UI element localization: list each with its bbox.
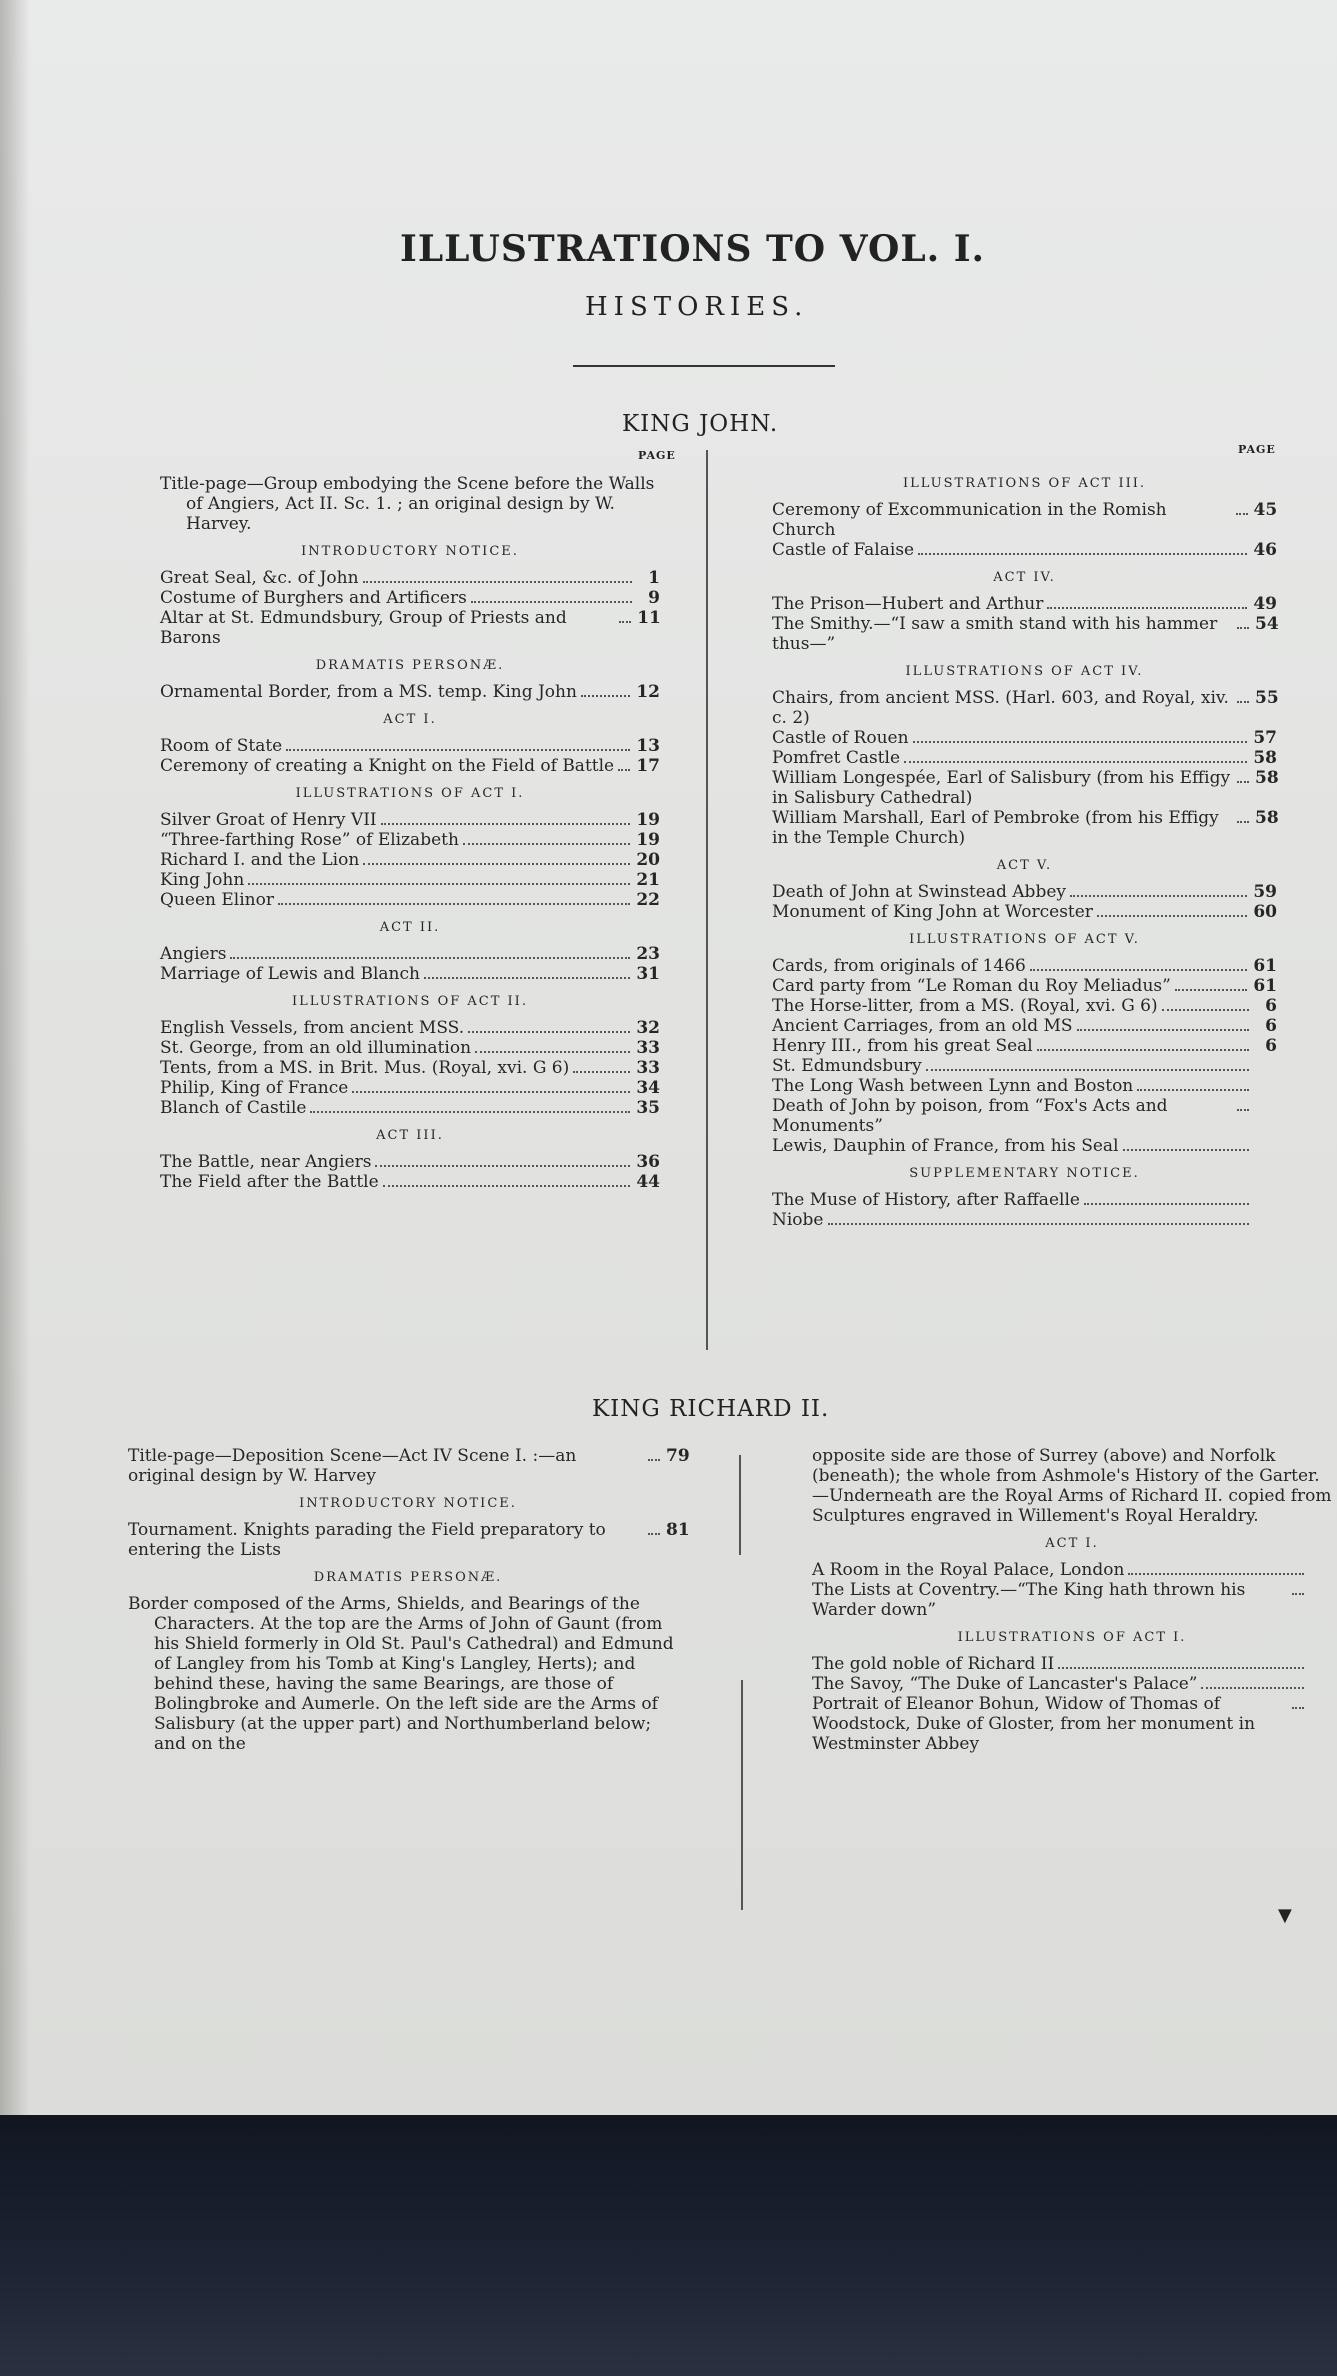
leader-dots: [1070, 895, 1247, 897]
king-richard-right-column: [812, 1446, 1332, 1754]
toc-entry: [160, 850, 660, 870]
subsection-heading: DRAMATIS PERSONÆ.: [313, 1570, 503, 1585]
toc-entry: [160, 682, 660, 702]
toc-entry-page: 61: [1253, 956, 1277, 976]
toc-entry-title: Castle of Falaise: [772, 540, 915, 560]
toc-entry: [160, 964, 660, 984]
toc-entry-page: 58: [1255, 808, 1279, 828]
leader-dots: [248, 883, 630, 885]
toc-entry: [772, 728, 1277, 748]
leader-dots: [1237, 781, 1249, 783]
king-john-left-column: [160, 474, 660, 1192]
toc-entry: [772, 614, 1277, 654]
toc-entry-title: Marriage of Lewis and Blanch: [160, 964, 420, 984]
leader-dots: [381, 823, 631, 825]
toc-entry-title: Ceremony of creating a Knight on the Field of Battle: [160, 756, 615, 776]
toc-entry-page: 49: [1253, 594, 1277, 614]
toc-entry-page: 19: [636, 830, 660, 850]
toc-entry-title: The Field after the Battle: [160, 1172, 379, 1192]
toc-entry: [160, 1058, 660, 1078]
toc-entry-title: The Battle, near Angiers: [160, 1152, 372, 1172]
leader-dots: [618, 769, 630, 771]
toc-entry: [160, 1098, 660, 1118]
leader-dots: [1137, 1089, 1249, 1091]
toc-entry: [772, 1036, 1277, 1056]
leader-dots: [1237, 701, 1249, 703]
toc-entry: [772, 996, 1277, 1016]
toc-entry-page: 34: [636, 1078, 660, 1098]
toc-entry: [160, 608, 660, 648]
toc-entry: [772, 1016, 1277, 1036]
leader-dots: [1030, 969, 1248, 971]
toc-entry-title: The gold noble of Richard II: [812, 1654, 1055, 1674]
leader-dots: [471, 601, 632, 603]
leader-dots: [1097, 915, 1247, 917]
toc-entry-page: 6: [1265, 996, 1277, 1016]
subsection-heading: ILLUSTRATIONS OF ACT V.: [909, 932, 1140, 947]
toc-entry: [160, 1038, 660, 1058]
leader-dots: [619, 621, 631, 623]
toc-entry-title: Room of State: [160, 736, 283, 756]
toc-entry-title: Ceremony of Excommunication in the Romish Church: [772, 500, 1173, 540]
leader-dots: [352, 1091, 630, 1093]
toc-entry-title: Ancient Carriages, from an old MS: [772, 1016, 1073, 1036]
toc-entry: [160, 756, 660, 776]
toc-entry-title: Pomfret Castle: [772, 748, 901, 768]
toc-entry-page: 11: [637, 608, 661, 628]
toc-entry: [160, 810, 660, 830]
toc-entry-page: 58: [1255, 768, 1279, 788]
toc-entry-title: Angiers: [160, 944, 227, 964]
toc-entry-page: 46: [1253, 540, 1277, 560]
toc-entry: [812, 1694, 1332, 1754]
leader-dots: [363, 581, 632, 583]
toc-entry-page: 54: [1255, 614, 1279, 634]
toc-entry-title: Blanch of Castile: [160, 1098, 307, 1118]
toc-entry: [812, 1580, 1332, 1620]
leader-dots: [424, 977, 630, 979]
leader-dots: [1292, 1593, 1304, 1595]
toc-entry: [160, 1152, 660, 1172]
toc-entry-title: Monument of King John at Worcester: [772, 902, 1093, 922]
subsection-heading: ILLUSTRATIONS OF ACT III.: [902, 476, 1147, 491]
toc-entry-title: St. George, from an old illumination: [160, 1038, 472, 1058]
leader-dots: [286, 749, 630, 751]
leader-dots: [1047, 607, 1247, 609]
leader-dots: [1237, 1109, 1249, 1111]
leader-dots: [383, 1185, 631, 1187]
toc-entry-page: 35: [636, 1098, 660, 1118]
leader-dots: [648, 1459, 660, 1461]
toc-entry: [772, 768, 1277, 808]
toc-entry-page: 58: [1253, 748, 1277, 768]
toc-entry: [160, 568, 660, 588]
subsection-heading: ACT V.: [996, 858, 1053, 873]
toc-entry: [772, 808, 1277, 848]
leader-dots: [363, 863, 630, 865]
leader-dots: [1162, 1009, 1249, 1011]
toc-entry-title: Queen Elinor: [160, 890, 274, 910]
toc-entry-title: William Marshall, Earl of Pembroke (from his Effigy in the Temple Church): [772, 808, 1225, 848]
king-john-right-column: [772, 466, 1277, 1230]
toc-entry-page: 23: [636, 944, 660, 964]
toc-entry-title: William Longespée, Earl of Salisbury (from his Effigy in Salisbury Cathedral): [772, 768, 1236, 808]
toc-entry-title: Altar at St. Edmundsbury, Group of Priests and Barons: [160, 608, 573, 648]
toc-entry: [812, 1654, 1332, 1674]
toc-entry-page: 21: [636, 870, 660, 890]
toc-entry-page: 33: [636, 1058, 660, 1078]
toc-entry-title: Lewis, Dauphin of France, from his Seal: [772, 1136, 1119, 1156]
subsection-heading: INTRODUCTORY NOTICE.: [299, 1496, 517, 1511]
leader-dots: [648, 1533, 660, 1535]
dramatis-border-continued: opposite side are those of Surrey (above) and Norfolk (beneath); the whole from Ashmole's History of the Garter.—Underneath are the Royal Arms of Richard II. copied from Sculptures engraved in Willement's Royal Heraldry.: [812, 1446, 1332, 1526]
toc-entry-title: The Long Wash between Lynn and Boston: [772, 1076, 1134, 1096]
toc-entry-title: Richard I. and the Lion: [160, 850, 360, 870]
toc-entry-page: 31: [636, 964, 660, 984]
toc-entry: [772, 1136, 1277, 1156]
toc-entry-title: Costume of Burghers and Artificers: [160, 588, 467, 608]
toc-entry: [160, 1018, 660, 1038]
leader-dots: [1037, 1049, 1249, 1051]
toc-entry: [160, 1078, 660, 1098]
toc-entry-page: 61: [1253, 976, 1277, 996]
toc-entry-title: Chairs, from ancient MSS. (Harl. 603, and Royal, xiv. c. 2): [772, 688, 1235, 728]
subsection-heading: DRAMATIS PERSONÆ.: [315, 658, 505, 673]
toc-entry-page: 17: [636, 756, 660, 776]
section-heading-king-richard: KING RICHARD II.: [592, 1396, 830, 1422]
toc-entry-page: 55: [1255, 688, 1279, 708]
page-label-left: PAGE: [638, 449, 676, 462]
subsection-heading: ACT III.: [376, 1128, 444, 1143]
subsection-heading: INTRODUCTORY NOTICE.: [301, 544, 519, 559]
toc-entry-title: Card party from “Le Roman du Roy Meliadus”: [772, 976, 1171, 996]
toc-entry-page: 9: [648, 588, 660, 608]
column-divider-2b: [741, 1680, 743, 1910]
subsection-heading: SUPPLEMENTARY NOTICE.: [909, 1166, 1140, 1181]
leader-dots: [1292, 1707, 1304, 1709]
toc-entry-page: 1: [648, 568, 660, 588]
toc-entry-title: Ornamental Border, from a MS. temp. King John: [160, 682, 577, 702]
toc-entry-title: A Room in the Royal Palace, London: [812, 1560, 1125, 1580]
toc-entry-title: Philip, King of France: [160, 1078, 349, 1098]
toc-entry-page: 32: [636, 1018, 660, 1038]
leader-dots: [463, 843, 630, 845]
leader-dots: [1128, 1573, 1304, 1575]
toc-entry-page: 6: [1265, 1036, 1277, 1056]
toc-entry-title: Henry III., from his great Seal: [772, 1036, 1033, 1056]
dramatis-border-description: Border composed of the Arms, Shields, and Bearings of the Characters. At the top are the Arms of John of Gaunt (from his Shield formerly in Old St. Paul's Cathedral) and Edmund of Langley from his Tomb at King's Langley, Herts); and behind these, having the same Bearings, are those of Bolingbroke and Aumerle. On the left side are the Arms of Salisbury (at the upper part) and Northumberland below; and on the: [128, 1594, 674, 1754]
leader-dots: [828, 1223, 1250, 1225]
leader-dots: [230, 957, 630, 959]
toc-entry-title: The Smithy.—“I saw a smith stand with his hammer thus—”: [772, 614, 1223, 654]
toc-entry: [772, 1076, 1277, 1096]
leader-dots: [1175, 989, 1248, 991]
toc-entry: [772, 976, 1277, 996]
toc-entry-title: “Three-farthing Rose” of Elizabeth: [160, 830, 459, 850]
toc-entry-title: The Savoy, “The Duke of Lancaster's Palace”: [812, 1674, 1198, 1694]
leader-dots: [278, 903, 630, 905]
toc-entry-title: The Horse-litter, from a MS. (Royal, xvi. G 6): [772, 996, 1158, 1016]
toc-entry-page: 81: [666, 1520, 690, 1540]
section-heading-king-john: KING JOHN.: [622, 411, 779, 437]
toc-entry-title: Death of John by poison, from “Fox's Acts and Monuments”: [772, 1096, 1173, 1136]
subsection-heading: ACT IV.: [993, 570, 1056, 585]
leader-dots: [375, 1165, 630, 1167]
toc-entry-title: Great Seal, &c. of John: [160, 568, 359, 588]
toc-entry: [812, 1560, 1332, 1580]
column-divider: [706, 450, 708, 1350]
leader-dots: [926, 1069, 1249, 1071]
toc-entry: [772, 882, 1277, 902]
subsection-heading: ACT I.: [383, 712, 437, 727]
leader-dots: [1237, 821, 1249, 823]
leader-dots: [475, 1051, 630, 1053]
toc-entry-page: 13: [636, 736, 660, 756]
toc-entry: [772, 956, 1277, 976]
toc-entry-title: King John: [160, 870, 245, 890]
leader-dots: [1237, 627, 1249, 629]
subsection-heading: ILLUSTRATIONS OF ACT I.: [957, 1630, 1187, 1645]
toc-entry-page: 6: [1265, 1016, 1277, 1036]
king-richard-left-column: [128, 1446, 688, 1758]
toc-entry: [772, 1056, 1277, 1076]
leader-dots: [918, 553, 1247, 555]
toc-entry-title: Death of John at Swinstead Abbey: [772, 882, 1066, 902]
toc-entry-title: Tents, from a MS. in Brit. Mus. (Royal, xvi. G 6): [160, 1058, 570, 1078]
toc-entry-page: 20: [636, 850, 660, 870]
leader-dots: [1077, 1029, 1249, 1031]
leader-dots: [904, 761, 1247, 763]
subsection-heading: ILLUSTRATIONS OF ACT I.: [295, 786, 525, 801]
toc-entry: [772, 500, 1277, 540]
toc-entry: [160, 870, 660, 890]
leader-dots: [468, 1031, 630, 1033]
subsection-heading: ILLUSTRATIONS OF ACT IV.: [905, 664, 1144, 679]
toc-entry-page: 60: [1253, 902, 1277, 922]
toc-entry-title: English Vessels, from ancient MSS.: [160, 1018, 465, 1038]
catchword-mark: ▼: [1278, 1905, 1292, 1926]
leader-dots: [581, 695, 630, 697]
title-page-entry: [128, 1446, 688, 1486]
toc-entry-title: Portrait of Eleanor Bohun, Widow of Thomas of Woodstock, Duke of Gloster, from her monument in Westminster Abbey: [812, 1694, 1261, 1754]
toc-entry-page: 45: [1253, 500, 1278, 520]
toc-entry: [772, 540, 1277, 560]
leader-dots: [1123, 1149, 1250, 1151]
toc-entry-page: 33: [636, 1038, 660, 1058]
toc-entry: [772, 1210, 1277, 1230]
toc-entry: [772, 594, 1277, 614]
toc-entry-title: Title-page—Deposition Scene—Act IV Scene I. :—an original design by W. Harvey: [128, 1446, 582, 1486]
toc-entry-title: The Prison—Hubert and Arthur: [772, 594, 1044, 614]
toc-entry: [772, 902, 1277, 922]
toc-entry: [160, 736, 660, 756]
toc-entry: [160, 830, 660, 850]
toc-entry-title: Silver Groat of Henry VII: [160, 810, 377, 830]
leader-dots: [1201, 1687, 1304, 1689]
toc-entry: [160, 944, 660, 964]
toc-entry: [772, 1096, 1277, 1136]
toc-entry-page: 44: [636, 1172, 660, 1192]
subsection-heading: ACT I.: [1045, 1536, 1099, 1551]
toc-entry-page: 19: [636, 810, 660, 830]
toc-entry: [160, 588, 660, 608]
book-cover: [0, 2115, 1337, 2376]
toc-entry-title: Niobe: [772, 1210, 824, 1230]
toc-entry: [772, 748, 1277, 768]
toc-entry-title: The Muse of History, after Raffaelle: [772, 1190, 1080, 1210]
toc-entry-page: 59: [1253, 882, 1277, 902]
toc-entry-title: Tournament. Knights parading the Field preparatory to entering the Lists: [128, 1520, 612, 1560]
toc-entry: [128, 1520, 688, 1560]
page-label-right: PAGE: [1238, 443, 1276, 456]
toc-entry-page: 79: [666, 1446, 690, 1466]
leader-dots: [1084, 1203, 1249, 1205]
toc-entry-title: Castle of Rouen: [772, 728, 909, 748]
leader-dots: [573, 1071, 630, 1073]
page-subtitle: HISTORIES.: [585, 292, 809, 322]
page-title: ILLUSTRATIONS TO VOL. I.: [400, 228, 986, 270]
toc-entry-page: 12: [636, 682, 660, 702]
leader-dots: [1058, 1667, 1304, 1669]
toc-entry: [160, 1172, 660, 1192]
toc-entry: [812, 1674, 1332, 1694]
title-page-entry: Title-page—Group embodying the Scene before the Walls of Angiers, Act II. Sc. 1. ; an original design by W. Harvey.: [160, 474, 655, 534]
toc-entry-page: 57: [1253, 728, 1277, 748]
title-rule: [573, 365, 835, 367]
leader-dots: [310, 1111, 630, 1113]
toc-entry: [160, 890, 660, 910]
toc-entry-page: 36: [636, 1152, 660, 1172]
subsection-heading: ACT II.: [379, 920, 441, 935]
toc-entry-title: St. Edmundsbury: [772, 1056, 922, 1076]
leader-dots: [1236, 513, 1248, 515]
spine-shadow: [0, 0, 30, 2115]
column-divider-2a: [739, 1455, 741, 1555]
toc-entry-title: The Lists at Coventry.—“The King hath thrown his Warder down”: [812, 1580, 1251, 1620]
toc-entry: [772, 688, 1277, 728]
toc-entry-title: Cards, from originals of 1466: [772, 956, 1026, 976]
leader-dots: [913, 741, 1248, 743]
subsection-heading: ILLUSTRATIONS OF ACT II.: [292, 994, 528, 1009]
toc-entry: [772, 1190, 1277, 1210]
toc-entry-page: 22: [636, 890, 660, 910]
